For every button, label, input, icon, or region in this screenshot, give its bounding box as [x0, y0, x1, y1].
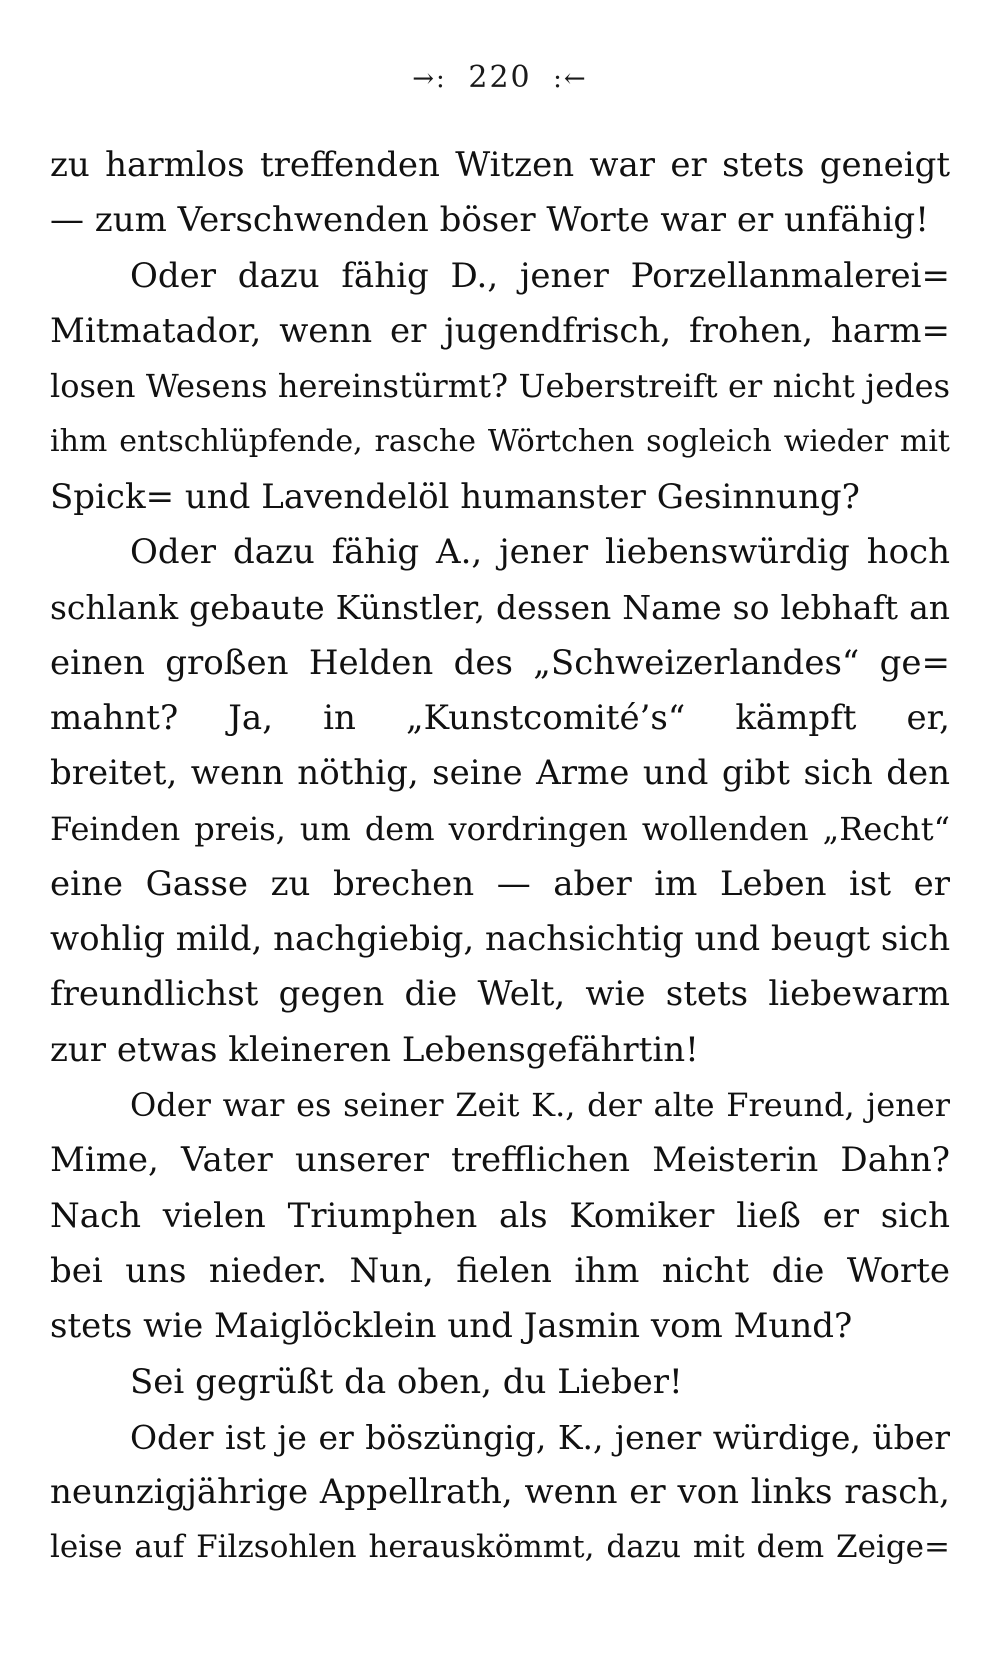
text-line: Mitmatador, wenn er jugendfrisch, frohen, harm=: [50, 310, 950, 351]
text-line: Spick= und Lavendelöl humanster Gesinnung?: [50, 476, 860, 517]
text-line: zur etwas kleineren Lebensgefährtin!: [50, 1029, 699, 1070]
text-line: ihm entschlüpfende, rasche Wörtchen sogleich wieder mit: [50, 424, 950, 460]
text-line: Feinden preis, um dem vordringen wollenden „Recht“: [50, 809, 950, 848]
body-text: [50, 138, 950, 1576]
text-line: stets wie Maiglöcklein und Jasmin vom Mund?: [50, 1306, 853, 1347]
text-line: Nach vielen Triumphen als Komiker ließ er sich: [50, 1195, 950, 1236]
text-line: Oder ist je er böszüngig, K., jener würdige, über: [130, 1417, 950, 1457]
text-line: Sei gegrüßt da oben, du Lieber!: [130, 1361, 683, 1402]
page-number: 220: [468, 60, 532, 95]
text-line: breitet, wenn nöthig, seine Arme und gibt sich den: [50, 753, 950, 794]
text-line: freundlichst gegen die Welt, wie stets liebewarm: [50, 974, 950, 1015]
text-line: losen Wesens hereinstürmt? Ueberstreift er nicht jedes: [50, 367, 950, 406]
left-ornament: →:: [412, 64, 447, 94]
page-header: [0, 60, 1000, 95]
text-line: Oder dazu fähig D., jener Porzellanmalerei=: [130, 255, 950, 296]
text-line: neunzigjährige Appellrath, wenn er von links rasch,: [50, 1472, 950, 1513]
text-line: schlank gebaute Künstler, dessen Name so lebhaft an: [50, 588, 950, 628]
text-line: Oder dazu fähig A., jener liebenswürdig hoch: [130, 532, 950, 573]
text-line: leise auf Filzsohlen herauskömmt, dazu mit dem Zeige=: [50, 1529, 950, 1566]
text-line: mahnt? Ja, in „Kunstcomité’s“ kämpft er,: [50, 697, 950, 738]
text-line: einen großen Helden des „Schweizerlandes“ ge=: [50, 642, 950, 683]
right-ornament: :←: [553, 64, 588, 94]
text-line: — zum Verschwenden böser Worte war er unfähig!: [50, 200, 929, 241]
text-line: Mime, Vater unserer trefflichen Meisterin Dahn?: [50, 1140, 950, 1181]
text-line: wohlig mild, nachgiebig, nachsichtig und beugt sich: [50, 919, 950, 960]
text-line: eine Gasse zu brechen — aber im Leben ist er: [50, 863, 950, 904]
text-line: zu harmlos treffenden Witzen war er stets geneigt: [50, 145, 950, 185]
text-line: Oder war es seiner Zeit K., der alte Freund, jener: [130, 1086, 950, 1125]
text-line: bei uns nieder. Nun, fielen ihm nicht die Worte: [50, 1250, 950, 1291]
